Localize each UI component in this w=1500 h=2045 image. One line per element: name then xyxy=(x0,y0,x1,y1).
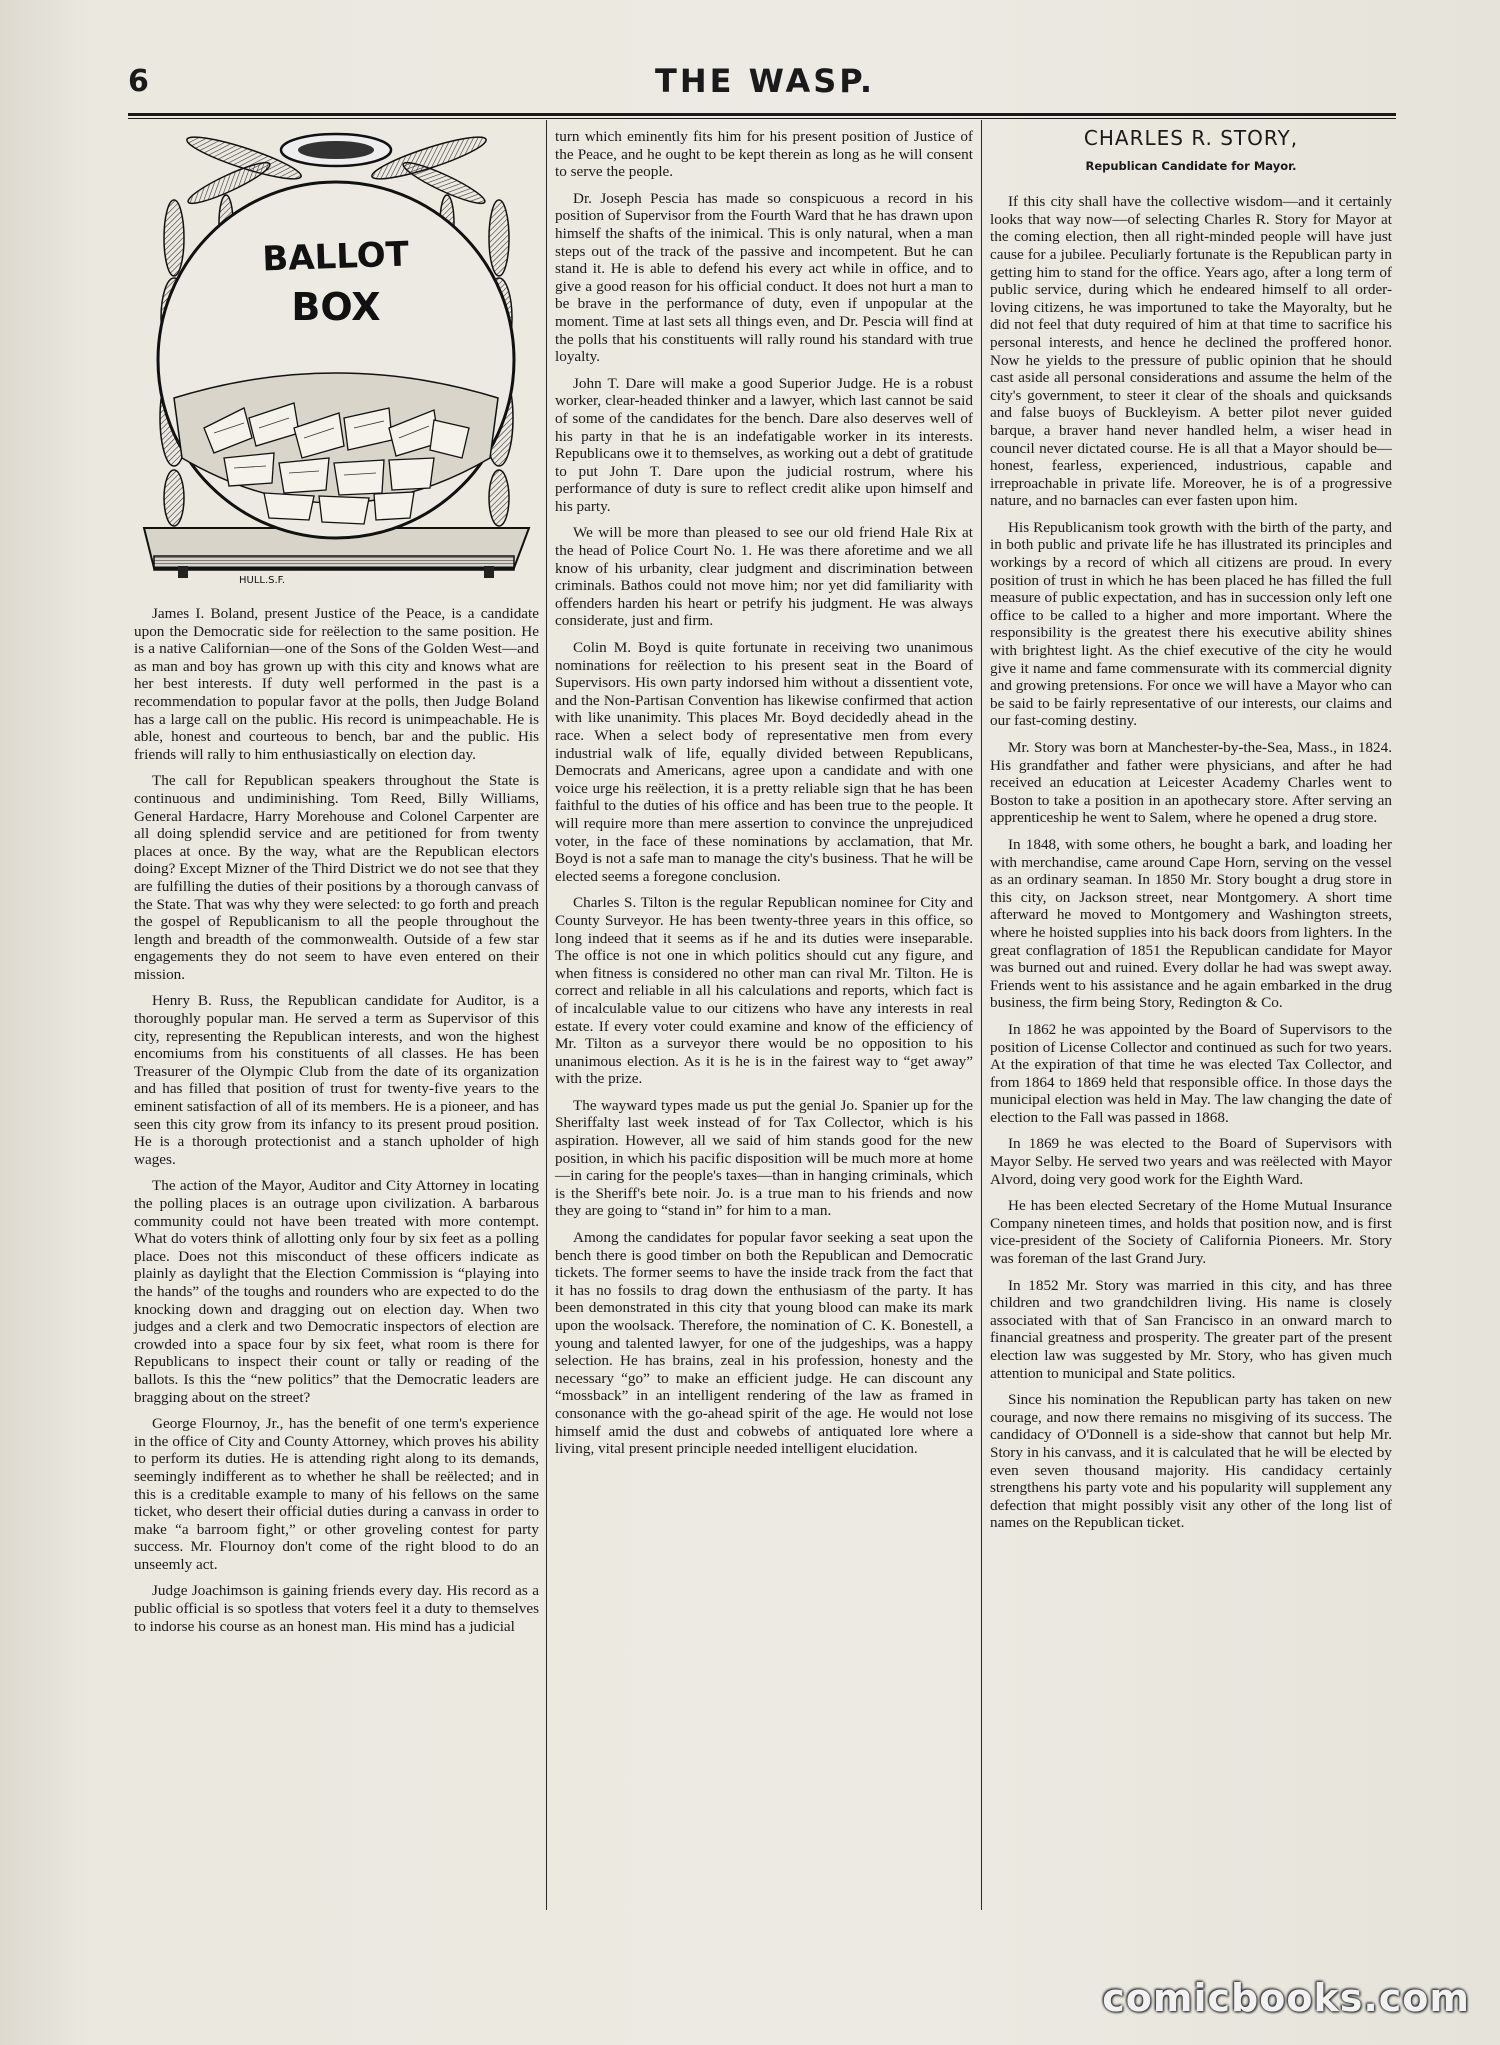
artist-signature: HULL.S.F. xyxy=(239,575,286,586)
ballot-box-drawing xyxy=(134,128,539,593)
column-divider-1 xyxy=(546,120,547,1910)
col1-paragraph: The action of the Mayor, Auditor and City Attorney in locating the polling places is an outrage upon civilization. A barbarous community could not have been treated with more contempt. What do voters think of allotting only four by six feet as a polling place. Does not this misconduct of these officers indicate as plainly as daylight that the Election Commission is “playing into the hands” of the toughs and rounders who are expected to do the knocking down and dragging out on election day. When two judges and a clerk and two Democratic inspectors of election are crowded into a space four by six feet, what room is there for Republicans to inspect their count or tally or reading of the ballots. Is this the “new politics” that the Democratic leaders are bragging about on the street? xyxy=(134,1177,539,1406)
ballot-label-top: BALLOT xyxy=(261,234,410,280)
col2-paragraph: turn which eminently fits him for his present position of Justice of the Peace, and he ought to be kept therein as long as he will consent to serve the people. xyxy=(555,128,973,181)
col2-paragraph: John T. Dare will make a good Superior Judge. He is a robust worker, clear-headed thinker and a lawyer, which last cannot be said of some of the candidates for the bench. Dare also deserves well of his party in that he is an indefatigable worker in its interests. Republicans owe it to themselves, as working out a debt of gratitude to put John T. Dare upon the judicial rostrum, where his performance of duty is sure to reflect credit alike upon himself and his party. xyxy=(555,374,973,515)
col2-paragraph: Among the candidates for popular favor seeking a seat upon the bench there is good timber on both the Republican and Democratic tickets. The former seems to have the inside track from the fact that it has no fossils to drag down the enthusiasm of the party. It has been demonstrated in this city that young blood can make its mark upon the woolsack. Therefore, the nomination of C. K. Bonestell, a young and talented lawyer, for one of the judgeships, was a happy selection. He has brains, zeal in his profession, honesty and the necessary “go” to make an efficient judge. He can discount any “mossback” in an intelligent rendering of the law as framed in consonance with the go-ahead spirit of the age. He would not lose himself amid the dust and cobwebs of antiquated lore where a living, vital present principle needed intelligent elucidation. xyxy=(555,1229,973,1458)
header-rule-thin xyxy=(128,118,1396,119)
col1-paragraph: James I. Boland, present Justice of the Peace, is a candidate upon the Democratic side for reëlection to the same position. He is a native Californian—one of the Sons of the Golden West—and as man and boy has grown up with this city and knows what are her best interests. If duty well performed in the past is a recommendation to popular favor at the polls, then Judge Boland has a large call on the public. His record is unimpeachable. He is able, honest and courteous to bench, bar and the public. His friends will rally to him enthusiastically on election day. xyxy=(134,605,539,763)
column-1 xyxy=(134,128,539,1644)
masthead-title: THE WASP. xyxy=(654,62,875,100)
col3-paragraph: Mr. Story was born at Manchester-by-the-Sea, Mass., in 1824. His grandfather and father were physicians, and after he had received an education at Leicester Academy Charles went to Boston to take a position in an apothecary store. After serving an apprenticeship he went to Salem, where he opened a drug store. xyxy=(990,739,1392,827)
column-3 xyxy=(990,128,1392,1541)
col1-paragraph: Henry B. Russ, the Republican candidate for Auditor, is a thoroughly popular man. He served a term as Supervisor of this city, representing the Republican interests, and won the highest encomiums from his constituents of all classes. He has been Treasurer of the Olympic Club from the date of its organization and has filled that position of trust for twenty-five years to the eminent satisfaction of all of its members. He is a pioneer, and has seen this city grow from its infancy to its present proud position. He is a thorough protectionist and a stanch upholder of high wages. xyxy=(134,992,539,1168)
column-divider-2 xyxy=(981,120,982,1910)
site-watermark: comicbooks.com xyxy=(1102,1976,1470,2020)
col3-paragraph: In 1848, with some others, he bought a bark, and loading her with merchandise, came around Cape Horn, serving on the vessel as an ordinary seaman. In 1850 Mr. Story bought a drug store in this city, on Jackson street, near Montgomery. A short time afterward he moved to Montgomery and Washington streets, where he hoisted supplies into his back doors from lighters. In the great conflagration of 1851 the Republican candidate for Mayor was burned out and ruined. Every dollar he had was swept away. Friends went to his assistance and he again embarked in the drug business, the firm being Story, Redington & Co. xyxy=(990,835,1392,1012)
col2-paragraph: Charles S. Tilton is the regular Republican nominee for City and County Surveyor. He has been twenty-three years in this office, so long indeed that it seems as if he and its duties were inseparable. The office is not one in which politics should cut any figure, and when fitness is considered no other man can rival Mr. Tilton. He is correct and reliable in all his calculations and reports, which fact is of incalculable value to our citizens who have any interests in real estate. If every voter could examine and know of the efficiency of Mr. Tilton as a surveyor there would be no opposition to his unanimous election. As it is he is in the fairest way to “get away” with the prize. xyxy=(555,894,973,1088)
col1-paragraph: The call for Republican speakers throughout the State is continuous and undiminishing. Tom Reed, Billy Williams, General Hardacre, Harry Morehouse and Colonel Carpenter are all doing splendid service and are petitioned for from twenty places at once. By the way, what are the Republican electors doing? Except Mizner of the Third District we do not see that they are fulfilling the duties of their positions by a thorough canvass of the State. That was why they were selected: to go forth and preach the gospel of Republicanism to all the people throughout the length and breadth of the commonwealth. Outside of a few star engagements they do not seem to have even entered on their mission. xyxy=(134,772,539,983)
page-number: 6 xyxy=(128,64,149,99)
col3-paragraph: If this city shall have the collective wisdom—and it certainly looks that way now—of selecting Charles R. Story for Mayor at the coming election, then all right-minded people will have just cause for a jubilee. Peculiarly fortunate is the Republican party in getting him to stand for the office. Years ago, after a long term of public service, during which he endeared himself to all order-loving citizens, he was importuned to take the Mayoralty, but he did not feel that duty required of him at that time to sacrifice his personal interests, and hence he declined the proffered honor. Now he yields to the pressure of public opinion that he should cast aside all personal considerations and assume the helm of the city's government, to steer it clear of the shoals and quicksands and false buoys of Buckleyism. A better pilot never guided barque, a braver hand never handled helm, a wiser head in council never dictated course. He is all that a Mayor should be—honest, fearless, experienced, industrious, capable and irreproachable in private life. Moreover, he is of a progressive nature, and no barnacles can ever fasten upon him. xyxy=(990,193,1392,510)
ballot-box-illustration xyxy=(134,128,539,593)
header-rule xyxy=(128,113,1396,116)
col2-paragraph: Colin M. Boyd is quite fortunate in receiving two unanimous nominations for reëlection to his present seat in the Board of Supervisors. His own party indorsed him without a dissentient vote, and the Non-Partisan Convention has likewise confirmed that action with like unanimity. This places Mr. Boyd decidedly ahead in the race. When a select body of representative men from every industrial walk of life, equally divided between Republicans, Democrats and Americans, agree upon a candidate and with one voice urge his reëlection, it is a pretty reliable sign that he has been faithful to the duties of his office and has been true to the people. It will require more than mere assertion to convince the unprejudiced voter, in the face of these nominations by acclamation, that Mr. Boyd is not a safe man to manage the city's business. That he will be elected seems a foregone conclusion. xyxy=(555,639,973,885)
col3-paragraph: Since his nomination the Republican party has taken on new courage, and now there remains no misgiving of its success. The candidacy of O'Donnell is a side-show that cannot but help Mr. Story in his canvass, and it is calculated that he will be elected by even seven thousand majority. His candidacy certainly strengthens his party vote and his popularity will supplement any defection that might possibly visit any other of the long list of names on the Republican ticket. xyxy=(990,1391,1392,1532)
article-subtitle: Republican Candidate for Mayor. xyxy=(1085,158,1297,173)
col2-paragraph: The wayward types made us put the genial Jo. Spanier up for the Sheriffalty last week instead of for Tax Collector, which is his aspiration. However, all we said of him stands good for the new position, in which his pacific disposition will be much more at home—in caring for the people's taxes—than in hanging criminals, which is the Sheriff's bete noir. Jo. is a true man to his friends and now they are going to “stand in” for him to a man. xyxy=(555,1096,973,1220)
col3-paragraph: In 1869 he was elected to the Board of Supervisors with Mayor Selby. He served two years and was reëlected with Mayor Alvord, doing very good work for the Eighth Ward. xyxy=(990,1135,1392,1188)
col3-paragraph: He has been elected Secretary of the Home Mutual Insurance Company nineteen times, and holds that position now, and is first vice-president of the Society of California Pioneers. Mr. Story was foreman of the last Grand Jury. xyxy=(990,1197,1392,1268)
col3-paragraph: His Republicanism took growth with the birth of the party, and in both public and private life he has illustrated its principles and workings by a record of which all citizens are proud. In every position of trust in which he has been placed he has filled the full measure of public expectation, and has in succession only left one office to be called to a higher and more important. Where the responsibility is the greatest there his executive ability shines with brightest light. As the chief executive of the city he would give it name and fame commensurate with its commercial dignity and growing pretensions. For once we will have a Mayor who can be said to be fairly representative of our interests, our claims and our fast-coming destiny. xyxy=(990,518,1392,730)
col1-paragraph: Judge Joachimson is gaining friends every day. His record as a public official is so spotless that voters feel it a duty to themselves to indorse his course as an honest man. His mind has a judicial xyxy=(134,1582,539,1635)
ballot-label-bottom: BOX xyxy=(291,285,381,329)
column-2 xyxy=(555,128,973,1467)
col2-paragraph: We will be more than pleased to see our old friend Hale Rix at the head of Police Court No. 1. He was there aforetime and we all know of his urbanity, clear judgment and discrimination between criminals. Bathos could not move him; nor yet did familiarity with offenders harden his heart or petrify his judgment. He was always considerate, just and firm. xyxy=(555,524,973,630)
article-title: CHARLES R. STORY, xyxy=(1083,126,1299,150)
page-header xyxy=(120,62,1410,106)
col1-paragraph: George Flournoy, Jr., has the benefit of one term's experience in the office of City and County Attorney, which proves his ability to perform its duties. He is attending right along to its demands, seemingly indifferent as to whether he shall be reëlected; and in this is a creditable example to many of his fellows on the same ticket, who desert their official duties during a canvass in order to make “a barroom fight,” or other groveling contest for party success. Mr. Flournoy don't come of the right blood to do an unseemly act. xyxy=(134,1415,539,1573)
col3-paragraph: In 1852 Mr. Story was married in this city, and has three children and two grandchildren living. His name is closely associated with that of San Francisco in an onward march to financial greatness and prosperity. The greater part of the present election law was suggested by Mr. Story, who has given much attention to municipal and State politics. xyxy=(990,1276,1392,1382)
col3-paragraph: In 1862 he was appointed by the Board of Supervisors to the position of License Collector and continued as such for two years. At the expiration of that time he was elected Tax Collector, and from 1864 to 1869 held that responsible office. In those days the municipal election was held in May. The law changing the date of election to the Fall was passed in 1868. xyxy=(990,1020,1392,1126)
col2-paragraph: Dr. Joseph Pescia has made so conspicuous a record in his position of Supervisor from the Fourth Ward that he has drawn upon himself the shafts of the inimical. This is only natural, when a man steps out of the track of the passive and incompetent. But he can stand it. He is able to defend his every act while in office, and to give a good reason for his official conduct. It does not hurt a man to be brave in the performance of duty, even if unpopular at the moment. Time at last sets all things even, and Dr. Pescia will find at the polls that his constituents will rally round his standard with true loyalty. xyxy=(555,189,973,366)
